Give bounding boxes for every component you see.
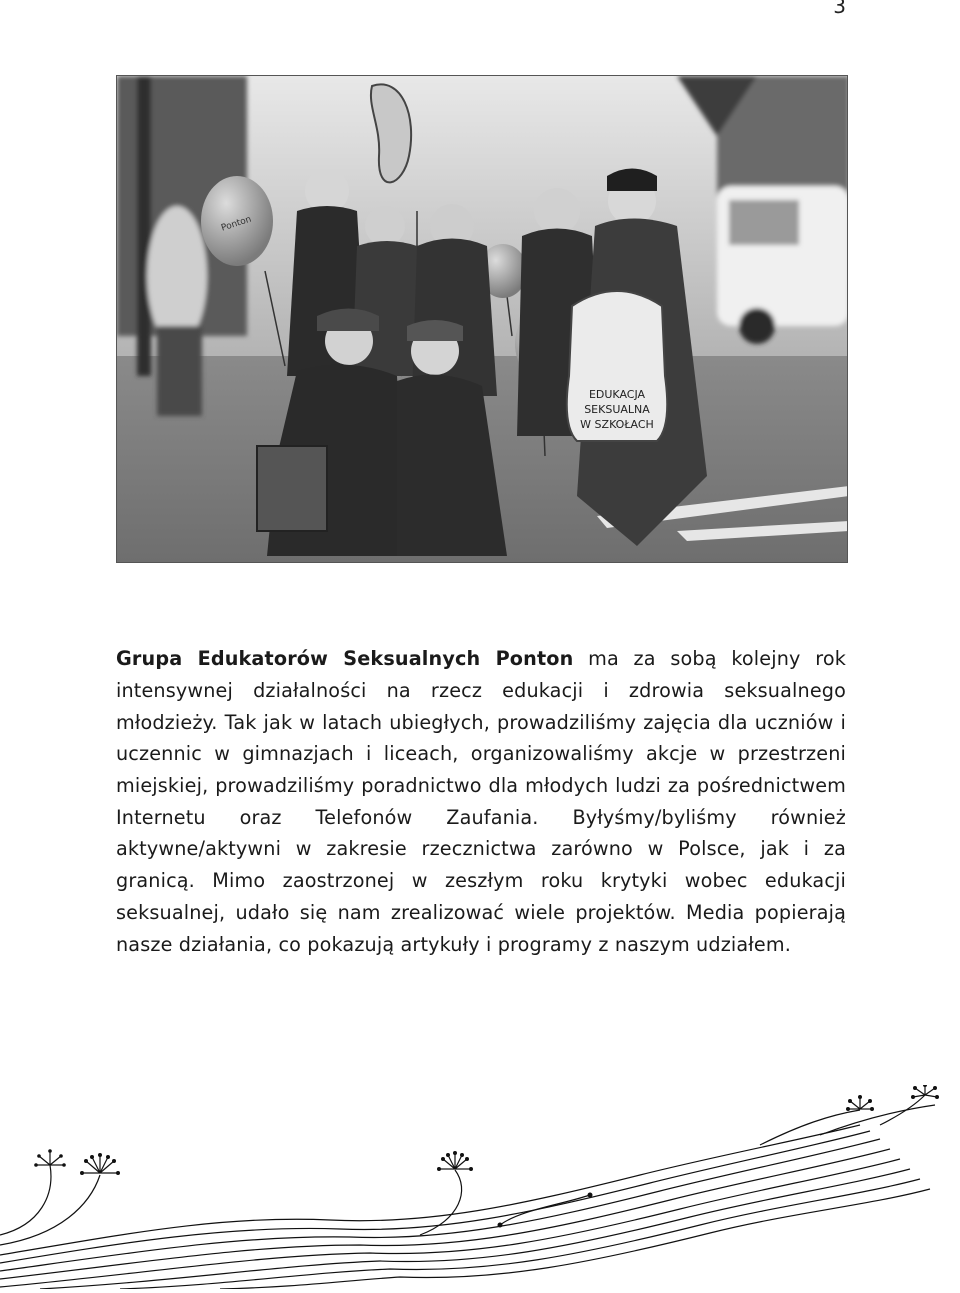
dandelion-ornament (0, 1085, 960, 1293)
balloon-text: Ponton (220, 214, 253, 234)
group-photo (116, 75, 848, 563)
sign-text-line-2: SEKSUALNA (584, 403, 650, 416)
page-number: 3 (833, 0, 846, 18)
article-body: ma za sobą kolejny rok intensywnej działalności na rzecz edukacji i zdrowia seksualnego młodzieży. Tak jak w latach ubiegłych, prowadziliśmy zajęcia dla uczniów i uczennic w gimnazjach i liceach, organizowaliśmy akcje w przestrzeni miejskiej, prowadziliśmy poradnictwo dla młodych ludzi za pośrednictwem Internetu oraz Telefonów Zaufania. Byłyśmy/byliśmy również aktywne/aktywni w zakresie rzecznictwa zarówno w Polsce, jak i za granicą. Mimo zaostrzonej w zeszłym roku krytyki wobec edukacji seksualnej, udało się nam zrealizować wiele projektów. Media popierają nasze działania, co pokazują artykuły i programy z naszym udziałem. (116, 647, 846, 956)
sign-text-line-3: W SZKOŁACH (580, 418, 654, 431)
sign-text-line-1: EDUKACJA (588, 388, 646, 401)
organization-name: Grupa Edukatorów Seksualnych Ponton (116, 647, 574, 671)
article-paragraph (116, 643, 846, 960)
